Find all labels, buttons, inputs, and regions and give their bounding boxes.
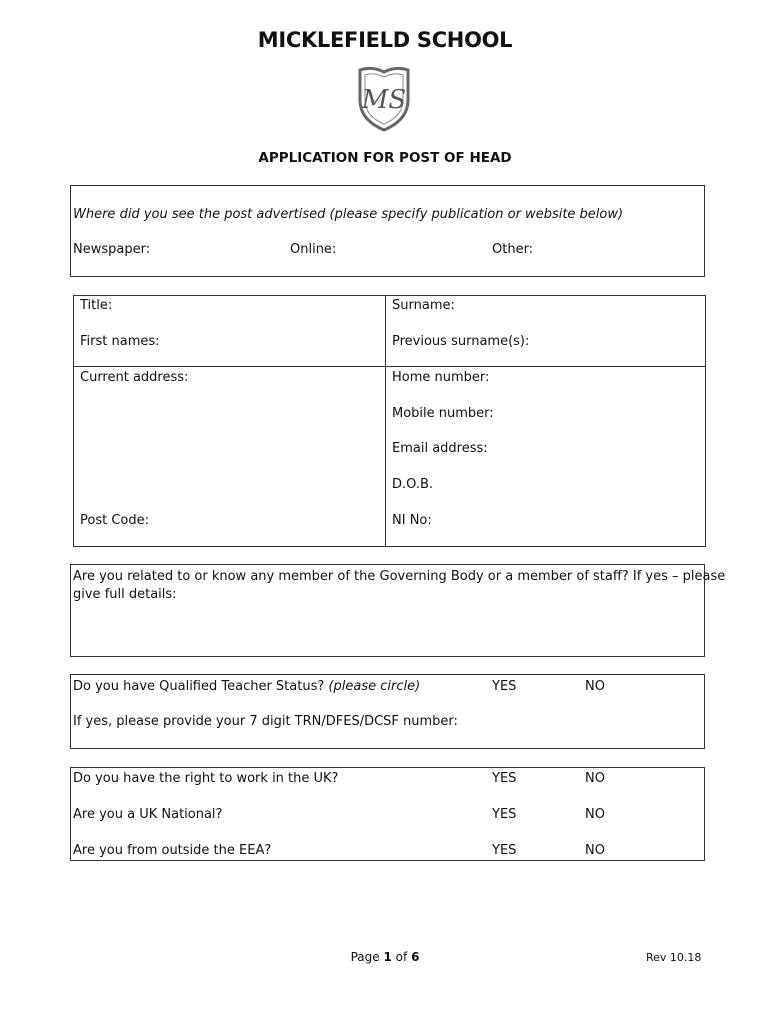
previous-surnames-field[interactable]: Previous surname(s): [392, 334, 530, 349]
uk-national-question: Are you a UK National? [73, 807, 223, 822]
page-word: Page [350, 950, 380, 964]
school-crest-icon [354, 64, 414, 132]
right-to-work-no-option[interactable]: NO [585, 771, 605, 786]
online-field[interactable]: Online: [290, 242, 337, 257]
crest-monogram: MS [361, 85, 407, 115]
qts-no-option[interactable]: NO [585, 679, 605, 694]
uk-national-no-option[interactable]: NO [585, 807, 605, 822]
outside-eea-yes-option[interactable]: YES [492, 843, 517, 858]
page-total: 6 [411, 950, 420, 964]
qts-question-text: Do you have Qualified Teacher Status? [73, 679, 325, 694]
qts-yes-option[interactable]: YES [492, 679, 517, 694]
related-question-line1: Are you related to or know any member of the Governing Body or a member of staff? If yes – please [73, 569, 726, 584]
surname-field[interactable]: Surname: [392, 298, 455, 313]
dob-field[interactable]: D.O.B. [392, 477, 434, 492]
advert-question: Where did you see the post advertised (please specify publication or website below) [73, 207, 624, 222]
current-address-field[interactable]: Current address: [80, 370, 189, 385]
outside-eea-no-option[interactable]: NO [585, 843, 605, 858]
first-names-field[interactable]: First names: [80, 334, 160, 349]
email-address-field[interactable]: Email address: [392, 441, 488, 456]
page-current: 1 [383, 950, 392, 964]
form-title: APPLICATION FOR POST OF HEAD [258, 150, 512, 166]
qts-question [73, 679, 420, 694]
personal-details-table [73, 295, 706, 547]
home-number-field[interactable]: Home number: [392, 370, 490, 385]
right-to-work-yes-option[interactable]: YES [492, 771, 517, 786]
related-details-field[interactable] [73, 606, 701, 652]
title-field[interactable]: Title: [80, 298, 113, 313]
outside-eea-question: Are you from outside the EEA? [73, 843, 272, 858]
trn-field[interactable]: If yes, please provide your 7 digit TRN/DFES/DCSF number: [73, 714, 458, 729]
qts-hint: (please circle) [328, 679, 421, 694]
other-field[interactable]: Other: [492, 242, 534, 257]
advert-section [70, 185, 705, 277]
ni-number-field[interactable]: NI No: [392, 513, 432, 528]
row-divider [73, 366, 706, 367]
of-word: of [395, 950, 408, 964]
right-to-work-question: Do you have the right to work in the UK? [73, 771, 339, 786]
mobile-number-field[interactable]: Mobile number: [392, 406, 494, 421]
related-question-line2: give full details: [73, 587, 177, 602]
newspaper-field[interactable]: Newspaper: [73, 242, 151, 257]
revision-label: Rev 10.18 [646, 951, 702, 964]
school-name: MICKLEFIELD SCHOOL [257, 28, 513, 52]
uk-national-yes-option[interactable]: YES [492, 807, 517, 822]
column-divider [385, 295, 386, 547]
post-code-field[interactable]: Post Code: [80, 513, 149, 528]
